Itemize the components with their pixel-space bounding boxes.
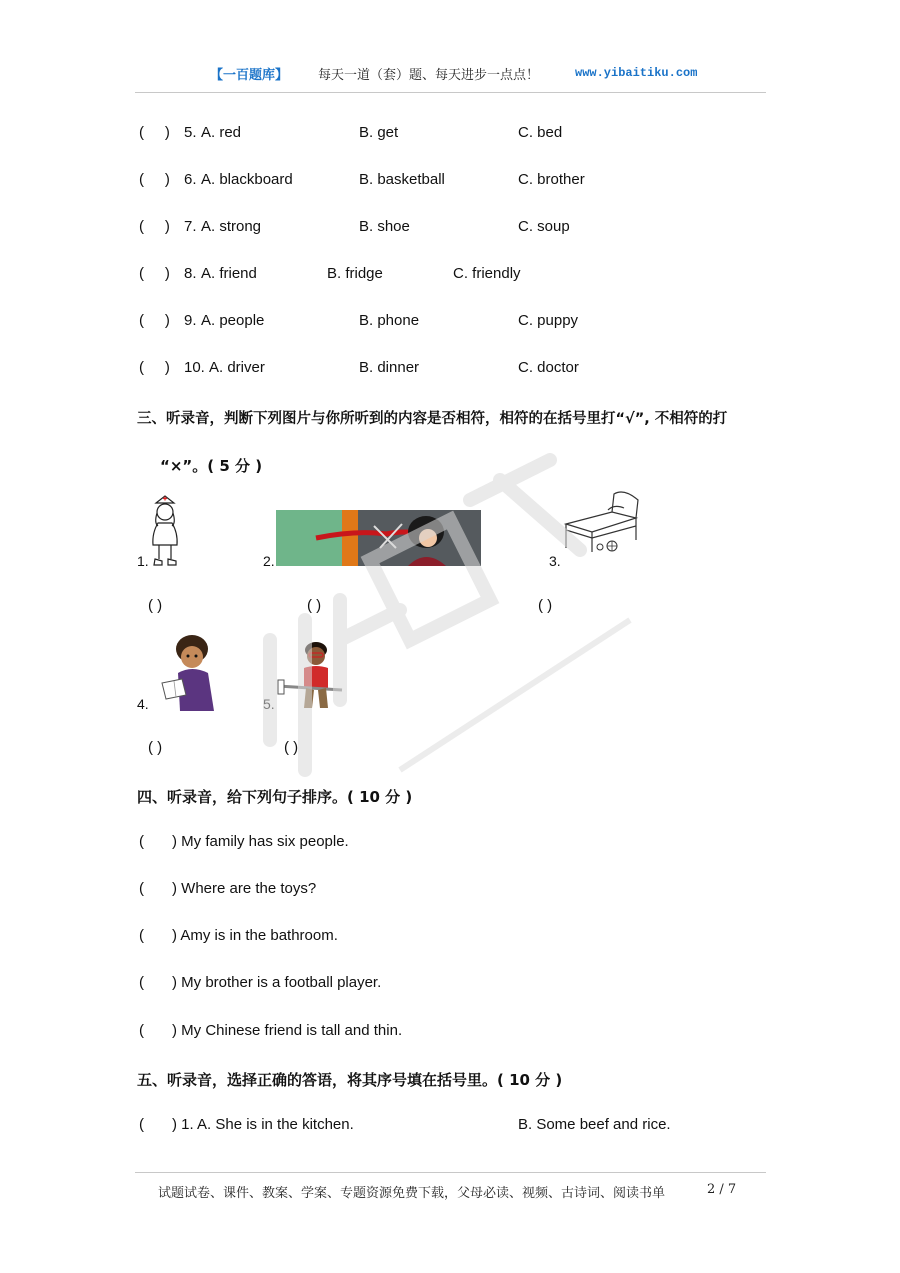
question-number: 7. [184, 218, 197, 235]
option-b: B. phone [359, 312, 420, 329]
section-4-title: 四、听录音，给下列句子排序。( 10 分 ) [137, 788, 413, 806]
option-a: A. driver [209, 359, 265, 376]
answer-paren[interactable]: ( ) [148, 597, 163, 614]
option-c: C. friendly [453, 265, 521, 282]
pic-number: 4. [137, 696, 149, 712]
answer-paren[interactable]: ( [139, 833, 161, 850]
boy-with-bat-icon [276, 640, 346, 710]
section-3-title: 三、听录音，判断下列图片与你所听到的内容是否相符，相符的在括号里打“√”, 不相符的打 [137, 411, 728, 427]
question-option-b: B. Some beef and rice. [518, 1116, 671, 1133]
option-b: B. shoe [359, 218, 410, 235]
option-c: C. soup [518, 218, 570, 235]
question-number: 9. [184, 312, 197, 329]
answer-paren[interactable]: ( ) [307, 597, 322, 614]
option-a: A. blackboard [201, 171, 293, 188]
option-a: A. strong [201, 218, 262, 235]
question-number: 8. [184, 265, 197, 282]
question-number: 5. [184, 124, 197, 141]
answer-paren[interactable]: ( ) [139, 312, 170, 329]
question-option-a: ) 1. A. She is in the kitchen. [172, 1116, 354, 1133]
page-number: 2 / 7 [707, 1182, 737, 1197]
header-divider [135, 92, 766, 93]
pic-number: 5. [263, 696, 275, 712]
pic-number: 2. [263, 553, 275, 569]
answer-paren[interactable]: ( ) [139, 171, 170, 188]
nurse-icon [146, 493, 184, 567]
answer-paren[interactable]: ( [139, 1022, 161, 1039]
answer-paren[interactable]: ( ) [139, 359, 170, 376]
sentence-item: ) My Chinese friend is tall and thin. [172, 1022, 403, 1039]
answer-paren[interactable]: ( ) [139, 124, 170, 141]
header-brand: 【一百题库】 [210, 67, 289, 82]
question-number: 10. [184, 359, 205, 376]
answer-paren[interactable]: ( [139, 880, 161, 897]
option-a: A. friend [201, 265, 257, 282]
option-c: C. bed [518, 124, 563, 141]
footer-text: 试题试卷、课件、教案、学案、专题资源免费下载，父母必读、视频、古诗词、阅读书单 [158, 1186, 666, 1201]
answer-paren[interactable]: ( ) [284, 739, 299, 756]
answer-paren[interactable]: ( ) [538, 597, 553, 614]
bed-with-ball-icon [562, 490, 642, 554]
option-b: B. dinner [359, 359, 420, 376]
pic-number: 1. [137, 553, 149, 569]
question-number: 6. [184, 171, 197, 188]
option-a: A. red [201, 124, 242, 141]
footer-divider [135, 1172, 766, 1173]
answer-paren[interactable]: ( ) [139, 218, 170, 235]
section-3-title-cont: “×”。( 5 分 ) [160, 457, 263, 475]
header-url-link[interactable]: www.yibaitiku.com [575, 66, 698, 80]
option-c: C. puppy [518, 312, 579, 329]
option-b: B. get [359, 124, 399, 141]
sentence-item: ) Amy is in the bathroom. [172, 927, 338, 944]
header-slogan: 每天一道（套）题、每天进步一点点！ [318, 68, 540, 83]
answer-paren[interactable]: ( [139, 1116, 161, 1133]
option-b: B. basketball [359, 171, 445, 188]
sentence-item: ) My family has six people. [172, 833, 349, 850]
answer-paren[interactable]: ( ) [139, 265, 170, 282]
answer-paren[interactable]: ( [139, 927, 161, 944]
boy-reading-icon [158, 633, 222, 711]
option-c: C. brother [518, 171, 585, 188]
sentence-item: ) My brother is a football player. [172, 974, 382, 991]
option-b: B. fridge [327, 265, 383, 282]
option-c: C. doctor [518, 359, 579, 376]
cutting-ribbon-icon [276, 510, 481, 566]
option-a: A. people [201, 312, 265, 329]
section-5-title: 五、听录音，选择正确的答语，将其序号填在括号里。( 10 分 ) [137, 1071, 563, 1089]
pic-number: 3. [549, 553, 561, 569]
sentence-item: ) Where are the toys? [172, 880, 317, 897]
answer-paren[interactable]: ( [139, 974, 161, 991]
answer-paren[interactable]: ( ) [148, 739, 163, 756]
